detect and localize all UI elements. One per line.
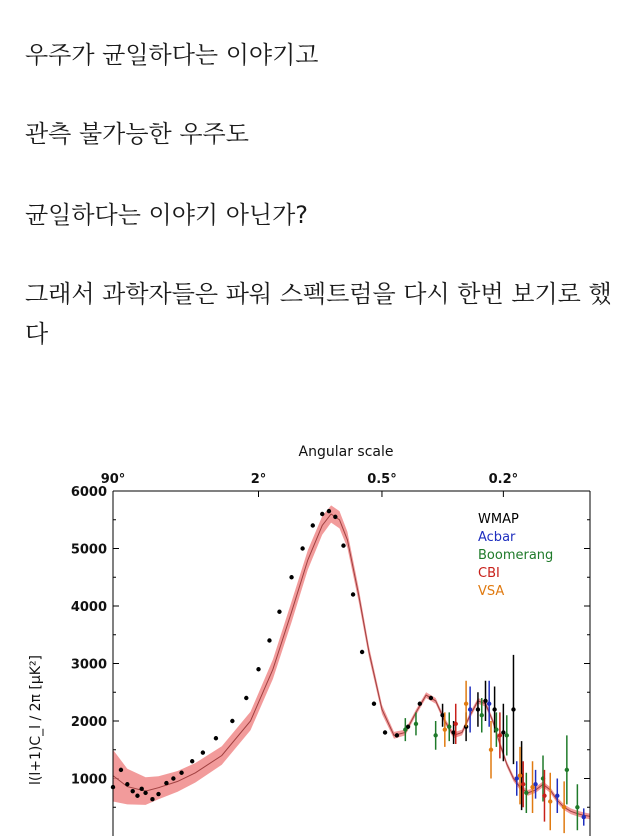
y-tick-label: 6000 [70, 485, 107, 500]
y-axis-label: l(l+1)C_l / 2π [μK²] [28, 654, 44, 786]
top-tick-label: 0.5° [367, 472, 397, 487]
cbi-point [454, 722, 458, 726]
y-tick-label: 2000 [70, 715, 107, 730]
wmap-point [171, 776, 175, 780]
wmap-point [483, 699, 487, 703]
power-spectrum-chart [0, 430, 640, 836]
wmap-point [320, 512, 324, 516]
legend-entry-acbar: Acbar [478, 530, 516, 545]
vsa-point [518, 773, 522, 777]
wmap-point [143, 791, 147, 795]
wmap-point [267, 638, 271, 642]
acbar-point [582, 815, 586, 819]
wmap-point [244, 696, 248, 700]
y-tick-label: 3000 [70, 657, 107, 673]
wmap-point [230, 719, 234, 723]
wmap-point [429, 696, 433, 700]
text-line-3: 균일하다는 이야기 아닌가? [25, 201, 309, 229]
text-line-4: 그래서 과학자들은 파워 스펙트럼을 다시 한번 보기로 했다 [25, 280, 612, 348]
vsa-point [489, 748, 493, 752]
wmap-point [131, 789, 135, 793]
wmap-point [164, 781, 168, 785]
legend-entry-wmap: WMAP [478, 512, 519, 527]
top-tick-label: 90° [100, 472, 126, 487]
boomerang-point [524, 791, 528, 795]
wmap-point [351, 592, 355, 596]
cbi-point [542, 794, 546, 798]
top-tick-label: 2° [250, 472, 267, 487]
wmap-point [501, 730, 505, 734]
legend-entry-boomerang: Boomerang [478, 548, 554, 563]
wmap-point [418, 702, 422, 706]
boomerang-point [414, 722, 418, 726]
top-tick-label: 0.2° [488, 472, 519, 487]
boomerang-point [575, 805, 579, 809]
chart-legend [478, 512, 553, 599]
top-tick-labels [101, 472, 518, 497]
wmap-point [256, 667, 260, 671]
boomerang-point [565, 768, 569, 772]
wmap-point [333, 515, 337, 519]
boomerang-point [480, 713, 484, 717]
wmap-point [300, 546, 304, 550]
boomerang-point [433, 733, 437, 737]
wmap-point [311, 523, 315, 527]
y-tick-label: 5000 [70, 542, 107, 558]
text-line-2: 관측 불가능한 우주도 [25, 120, 249, 148]
wmap-point [135, 794, 139, 798]
y-tick-label: 4000 [70, 600, 107, 615]
legend-entry-cbi: CBI [478, 566, 500, 581]
vsa-point [548, 799, 552, 803]
wmap-point [156, 792, 160, 796]
acbar-point [555, 794, 559, 798]
text-line-1: 우주가 균일하다는 이야기고 [25, 41, 319, 69]
wmap-point [395, 733, 399, 737]
vsa-point [562, 805, 566, 809]
wmap-point [476, 707, 480, 711]
wmap-point [327, 509, 331, 513]
wmap-point [492, 707, 496, 711]
wmap-point [179, 771, 183, 775]
vsa-point [530, 785, 534, 789]
boomerang-point [447, 725, 451, 729]
wmap-point [289, 575, 293, 579]
wmap-point [190, 759, 194, 763]
wmap-point [119, 768, 123, 772]
boomerang-point [505, 733, 509, 737]
wmap-point [140, 787, 144, 791]
wmap-point [372, 702, 376, 706]
cbi-point [498, 733, 502, 737]
boomerang-point [403, 727, 407, 731]
cbi-point [521, 782, 525, 786]
boomerang-point [494, 727, 498, 731]
y-tick-label: 1000 [70, 772, 107, 788]
wmap-point [383, 730, 387, 734]
wmap-point [125, 782, 129, 786]
vsa-point [464, 702, 468, 706]
chart-title: Angular scale [298, 444, 394, 460]
vsa-point [443, 727, 447, 731]
wmap-point [201, 750, 205, 754]
wmap-point [277, 610, 281, 614]
acbar-point [487, 702, 491, 706]
wmap-point [341, 543, 345, 547]
wmap-point [511, 707, 515, 711]
wmap-point [214, 736, 218, 740]
wmap-point [150, 797, 154, 801]
acbar-point [468, 707, 472, 711]
legend-entry-vsa: VSA [478, 584, 505, 599]
wmap-point [360, 650, 364, 654]
